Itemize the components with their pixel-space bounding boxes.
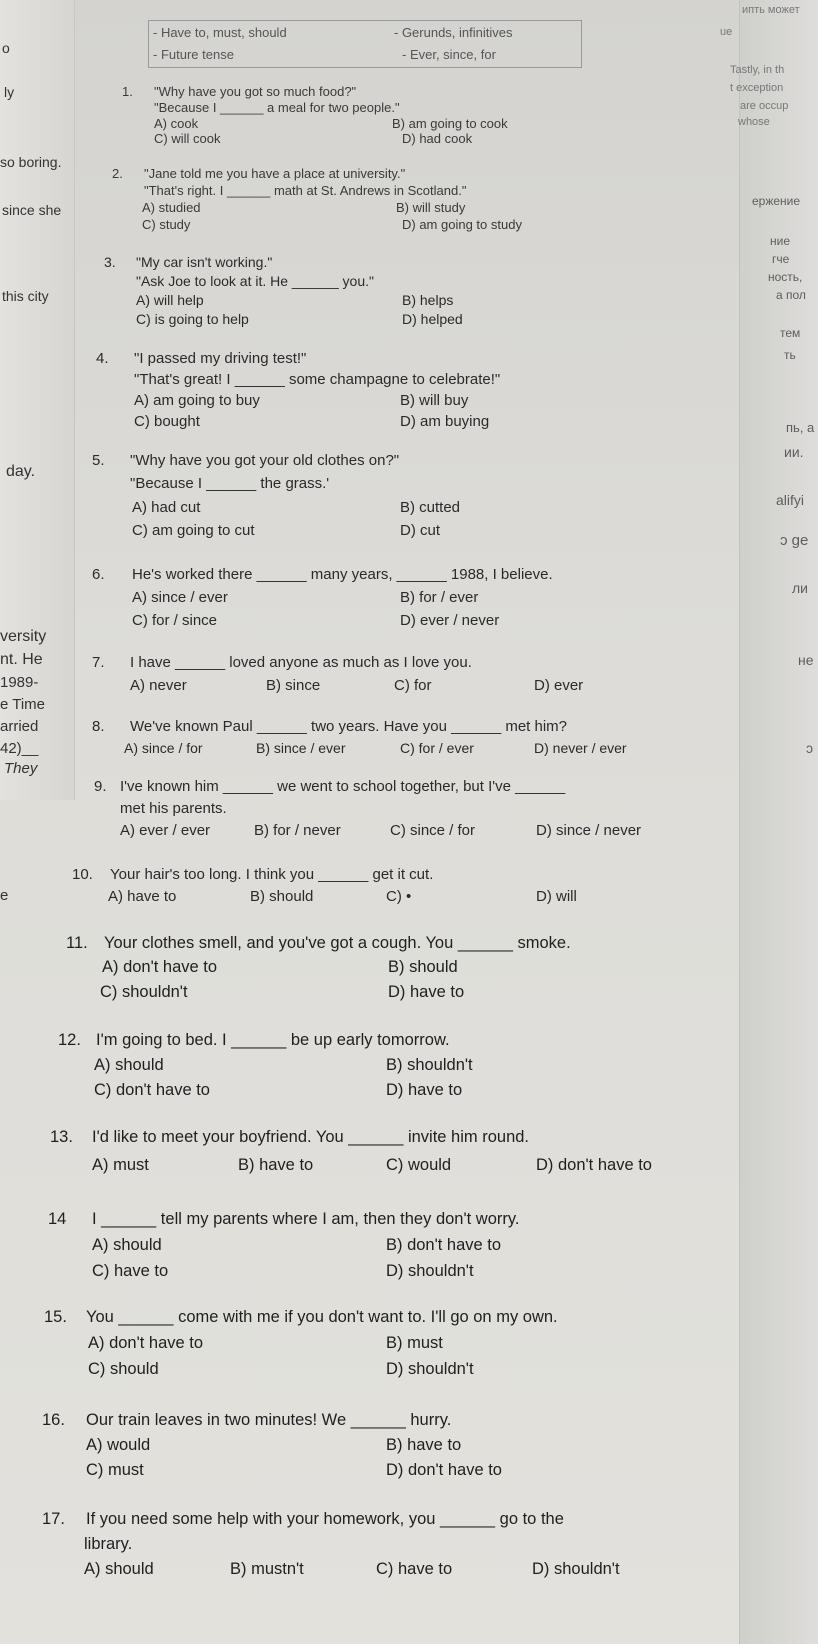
answer-option[interactable]: D) have to xyxy=(386,1081,463,1099)
topic-item: - Gerunds, infinitives xyxy=(394,25,513,40)
answer-option[interactable]: B) should xyxy=(250,888,314,905)
answer-option[interactable]: A) am going to buy xyxy=(134,392,260,409)
question-number: 9. xyxy=(94,778,107,795)
question-text: "Ask Joe to look at it. He ______ you." xyxy=(136,273,374,289)
right-margin-fragment: ɔ xyxy=(806,740,813,756)
topic-item: - Future tense xyxy=(153,47,234,62)
left-margin-fragment: arried xyxy=(0,718,39,735)
answer-option[interactable]: C) since / for xyxy=(390,822,476,839)
question-number: 7. xyxy=(92,654,105,671)
question-text: "Why have you got your old clothes on?" xyxy=(130,452,400,469)
question-number: 2. xyxy=(112,166,123,181)
answer-option[interactable]: D) shouldn't xyxy=(386,1262,474,1280)
right-margin-fragment: alifyi xyxy=(776,492,805,508)
answer-option[interactable]: B) will buy xyxy=(400,392,469,409)
question-text: met his parents. xyxy=(120,800,227,817)
question-number: 11. xyxy=(66,934,88,952)
answer-option[interactable]: D) am going to study xyxy=(402,217,522,232)
question-number: 12. xyxy=(58,1031,81,1049)
question-number: 4. xyxy=(96,350,109,367)
left-margin-fragment: e Time xyxy=(0,696,46,713)
answer-option[interactable]: D) don't have to xyxy=(536,1156,652,1174)
answer-option[interactable]: D) don't have to xyxy=(386,1461,502,1479)
answer-option[interactable]: C) must xyxy=(86,1461,144,1479)
question-text: Our train leaves in two minutes! We ______ hurry. xyxy=(86,1411,452,1429)
left-margin-fragment: o xyxy=(2,40,10,56)
left-margin-fragment: 1989- xyxy=(0,674,39,691)
answer-option[interactable]: A) studied xyxy=(142,200,201,215)
left-margin-fragment: nt. He xyxy=(0,651,43,668)
answer-option[interactable]: B) must xyxy=(386,1334,443,1352)
answer-option[interactable]: A) don't have to xyxy=(102,958,218,976)
right-margin-fragment: ть xyxy=(784,348,796,362)
answer-option[interactable]: B) since xyxy=(266,677,321,694)
answer-option[interactable]: A) must xyxy=(92,1156,149,1174)
question-text: I'm going to bed. I ______ be up early tomorrow. xyxy=(96,1031,450,1049)
answer-option[interactable]: C) bought xyxy=(134,413,200,430)
answer-option[interactable]: D) shouldn't xyxy=(386,1360,474,1378)
right-margin-fragment: ли xyxy=(792,580,808,596)
answer-option[interactable]: C) for / ever xyxy=(400,740,474,756)
answer-option[interactable]: A) should xyxy=(84,1560,154,1578)
answer-option[interactable]: A) have to xyxy=(108,888,177,905)
right-margin-fragment: пь, а xyxy=(786,420,815,435)
right-margin-fragment: тем xyxy=(780,326,801,340)
answer-option[interactable]: B) shouldn't xyxy=(386,1056,473,1074)
answer-option[interactable]: D) since / never xyxy=(536,822,642,839)
answer-option[interactable]: C) • xyxy=(386,888,412,905)
right-margin-fragment: are occup xyxy=(740,100,789,112)
answer-option[interactable]: A) since / for xyxy=(124,740,203,756)
answer-option[interactable]: C) am going to cut xyxy=(132,522,255,539)
answer-option[interactable]: D) have to xyxy=(388,983,465,1001)
answer-option[interactable]: A) should xyxy=(94,1056,164,1074)
topics-box xyxy=(148,20,582,68)
question-text: "Jane told me you have a place at university." xyxy=(144,166,406,181)
answer-option[interactable]: D) ever xyxy=(534,677,584,694)
answer-option[interactable]: B) have to xyxy=(238,1156,314,1174)
topic-item: - Have to, must, should xyxy=(153,25,287,40)
right-margin-fragment: гче xyxy=(772,252,790,266)
question-text: "Because I ______ the grass.' xyxy=(130,475,330,492)
question-text: "My car isn't working." xyxy=(136,254,273,270)
answer-option[interactable]: C) shouldn't xyxy=(100,983,188,1001)
question-text: Your hair's too long. I think you ______ get it cut. xyxy=(110,866,434,883)
answer-option[interactable]: A) cook xyxy=(154,116,199,131)
answer-option[interactable]: C) don't have to xyxy=(94,1081,210,1099)
answer-option[interactable]: B) helps xyxy=(402,292,454,308)
answer-option[interactable]: B) for / never xyxy=(254,822,341,839)
left-margin-fragment: 42)__ xyxy=(0,740,39,757)
question-text: We've known Paul ______ two years. Have you ______ met him? xyxy=(130,718,568,735)
question-number: 13. xyxy=(50,1128,73,1146)
answer-option[interactable]: B) have to xyxy=(386,1436,462,1454)
answer-option[interactable]: D) cut xyxy=(400,522,441,539)
right-margin-fragment: ии. xyxy=(784,444,804,460)
answer-option[interactable]: D) had cook xyxy=(402,131,473,146)
answer-option[interactable]: A) will help xyxy=(136,292,204,308)
left-margin-fragment: They xyxy=(4,760,38,777)
question-text: I have ______ loved anyone as much as I love you. xyxy=(130,654,472,671)
question-number: 3. xyxy=(104,254,116,270)
question-number: 16. xyxy=(42,1411,65,1429)
topic-item: - Ever, since, for xyxy=(402,47,496,62)
left-margin-fragment: this city xyxy=(2,288,49,304)
question-text: He's worked there ______ many years, ______ 1988, I believe. xyxy=(132,566,553,583)
question-number: 8. xyxy=(92,718,105,735)
question-text: "I passed my driving test!" xyxy=(134,350,307,367)
question-number: 1. xyxy=(122,84,133,99)
answer-option[interactable]: C) have to xyxy=(92,1262,169,1280)
right-margin-fragment: а пол xyxy=(776,288,806,302)
answer-option[interactable]: C) would xyxy=(386,1156,452,1174)
answer-option[interactable]: C) for / since xyxy=(132,612,218,629)
question-text: "Because I ______ a meal for two people." xyxy=(154,100,400,115)
question-text: I'd like to meet your boyfriend. You ______ invite him round. xyxy=(92,1128,530,1146)
right-margin-fragment: ность, xyxy=(768,270,803,284)
left-margin-fragment: versity xyxy=(0,628,47,645)
answer-option[interactable]: B) cutted xyxy=(400,499,461,516)
answer-option[interactable]: B) will study xyxy=(396,200,466,215)
answer-option[interactable]: D) never / ever xyxy=(534,740,627,756)
answer-option[interactable]: C) should xyxy=(88,1360,159,1378)
right-margin-fragment: t exception xyxy=(730,82,784,94)
answer-option[interactable]: D) will xyxy=(536,888,577,905)
question-number: 5. xyxy=(92,452,105,469)
question-text: I ______ tell my parents where I am, then they don't worry. xyxy=(92,1210,520,1228)
question-text: "That's right. I ______ math at St. Andrews in Scotland." xyxy=(144,183,467,198)
answer-option[interactable]: C) for xyxy=(394,677,432,694)
question-number: 15. xyxy=(44,1308,67,1326)
answer-option[interactable]: D) am buying xyxy=(400,413,490,430)
answer-option[interactable]: C) is going to help xyxy=(136,311,249,327)
answer-option[interactable]: B) should xyxy=(388,958,458,976)
question-number: 14 xyxy=(48,1210,67,1228)
question-text: "That's great! I ______ some champagne to celebrate!" xyxy=(134,371,501,388)
question-text: If you need some help with your homework, you ______ go to the xyxy=(86,1510,564,1528)
question-number: 6. xyxy=(92,566,105,583)
answer-option[interactable]: D) ever / never xyxy=(400,612,500,629)
question-text: library. xyxy=(84,1535,133,1553)
right-margin-fragment: ние xyxy=(770,234,791,248)
question-number: 10. xyxy=(72,866,93,883)
right-margin-fragment: whose xyxy=(738,116,770,128)
left-margin-fragment: ly xyxy=(4,84,15,100)
answer-option[interactable]: D) shouldn't xyxy=(532,1560,620,1578)
answer-option[interactable]: A) never xyxy=(130,677,187,694)
answer-option[interactable]: C) study xyxy=(142,217,191,232)
answer-option[interactable]: A) should xyxy=(92,1236,162,1254)
answer-option[interactable]: B) don't have to xyxy=(386,1236,502,1254)
question-number: 17. xyxy=(42,1510,65,1528)
left-margin-fragment: day. xyxy=(6,463,36,480)
right-margin-fragment: ержение xyxy=(752,194,801,208)
answer-option[interactable]: C) have to xyxy=(376,1560,453,1578)
right-margin-fragment: ипть может xyxy=(742,4,800,16)
left-margin-fragment: e xyxy=(0,887,9,904)
left-margin-fragment: so boring. xyxy=(0,154,62,170)
question-text: "Why have you got so much food?" xyxy=(154,84,357,99)
right-margin-fragment: не xyxy=(798,652,814,668)
question-text: Your clothes smell, and you've got a cough. You ______ smoke. xyxy=(104,934,571,952)
answer-option[interactable]: A) don't have to xyxy=(88,1334,204,1352)
answer-option[interactable]: B) since / ever xyxy=(256,740,346,756)
right-margin-fragment: ue xyxy=(720,26,733,38)
left-margin-fragment: since she xyxy=(2,202,62,218)
question-text: I've known him ______ we went to school together, but I've ______ xyxy=(120,778,566,795)
answer-option[interactable]: B) for / ever xyxy=(400,589,479,606)
answer-option[interactable]: B) am going to cook xyxy=(392,116,508,131)
answer-option[interactable]: A) would xyxy=(86,1436,151,1454)
answer-option[interactable]: C) will cook xyxy=(154,131,221,146)
answer-option[interactable]: A) since / ever xyxy=(132,589,228,606)
answer-option[interactable]: A) ever / ever xyxy=(120,822,211,839)
answer-option[interactable]: A) had cut xyxy=(132,499,201,516)
right-margin-fragment: Tastly, in th xyxy=(730,64,785,76)
question-text: You ______ come with me if you don't want to. I'll go on my own. xyxy=(86,1308,558,1326)
answer-option[interactable]: B) mustn't xyxy=(230,1560,304,1578)
right-margin-fragment: ɔ ge xyxy=(780,532,809,549)
answer-option[interactable]: D) helped xyxy=(402,311,463,327)
